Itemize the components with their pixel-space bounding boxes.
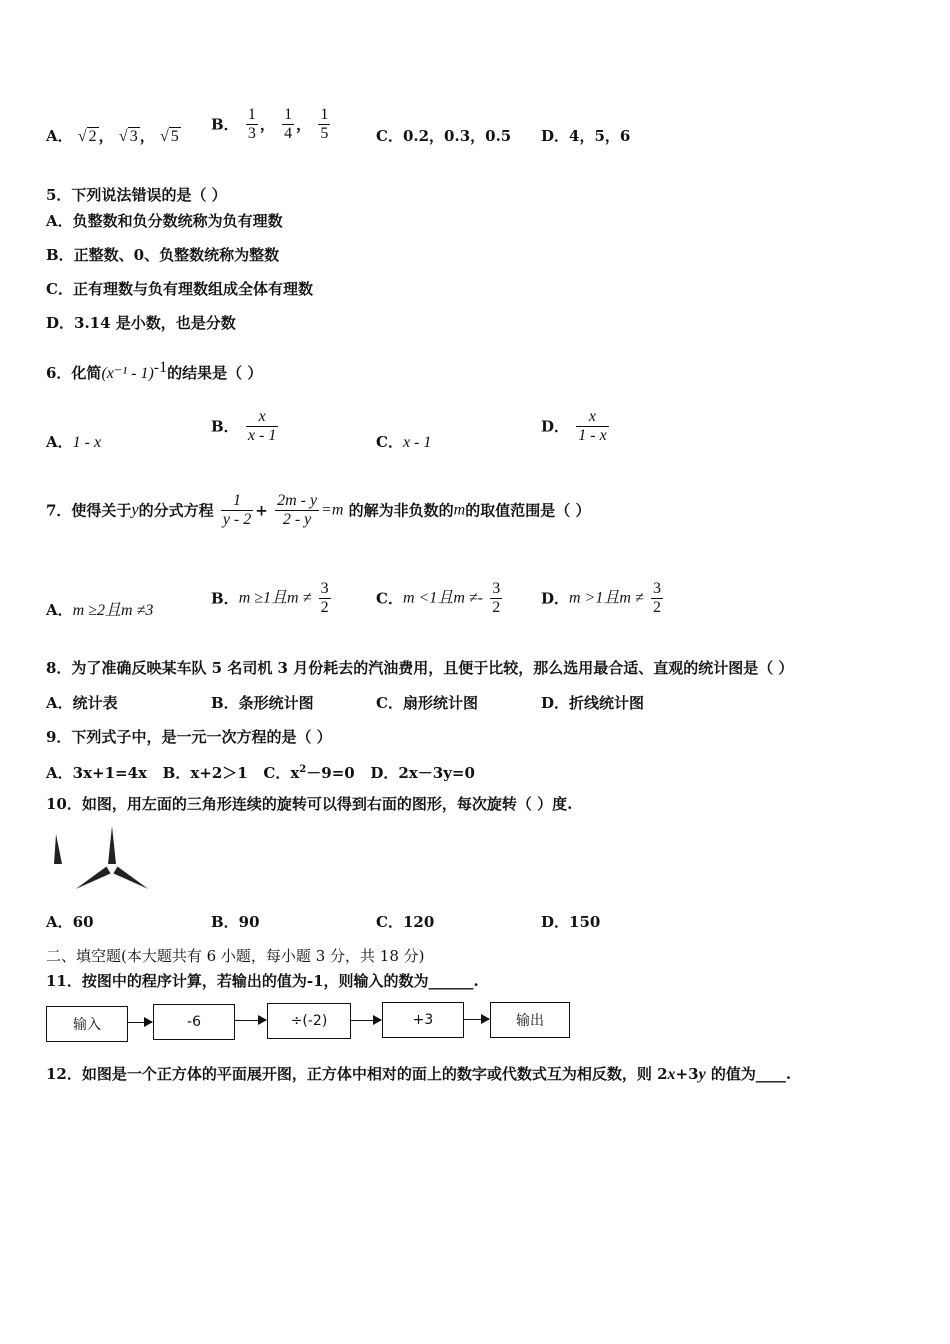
flow-box-minus6: -6 [153,1004,235,1040]
fraction-3-2: $\frac{3}{2}$ [652,580,661,616]
q5-stem: 5．下列说法错误的是（ ） [46,186,227,204]
q6-option-d: D． $\frac{x}{1 - x}$ [541,408,607,444]
rotated-triangles-icon [74,826,151,890]
q7-option-c: C．m <1且m ≠- $\frac{3}{2}$ [376,580,501,616]
fraction: $\frac{2m - y}{2 - y}$ [277,492,318,528]
flow-arrow-icon [463,1019,489,1020]
fraction-1-3: $\frac{1}{3}$ [247,106,256,142]
fraction: $\frac{1}{y - 2}$ [222,492,252,528]
fraction: $\frac{x}{1 - x}$ [578,408,607,444]
sqrt-2: √ 2 [77,128,97,145]
q4-option-a: A． √ 2 ， √ 3 ， √ 5 [46,127,179,145]
single-triangle-icon [54,834,62,864]
fraction: $\frac{x}{x - 1}$ [247,408,277,444]
q7-option-d: D．m >1且m ≠ $\frac{3}{2}$ [541,580,661,616]
q7-option-a: A．m ≥2且m ≠3 [46,601,154,619]
q9-stem: 9．下列式子中，是一元一次方程的是（ ） [46,728,332,746]
q10-option-a: A．60 [46,913,94,931]
q10-stem: 10．如图，用左面的三角形连续的旋转可以得到右面的图形，每次旋转（ ）度. [46,795,573,813]
q10-option-c: C．120 [376,913,435,931]
sqrt-3: √ 3 [118,128,138,145]
q4-option-d: D．4，5，6 [541,127,631,145]
q8-option-b: B．条形统计图 [211,694,314,712]
option-label: A． [46,127,73,145]
q4-option-b: B． $\frac{1}{3}$ ， $\frac{1}{4}$ ， $\frac{1}{5}$ [211,106,329,142]
flow-box-output: 输出 [490,1002,570,1038]
flow-box-plus3: +3 [382,1002,464,1038]
q6-expression: (x⁻¹ - 1) [101,365,154,382]
q9-options: A．3x+1=4x B．x+2＞1 C．$x^2-9=0$ D．2x－3y=0 [46,764,475,782]
flow-box-input: 输入 [46,1006,128,1042]
q8-option-c: C．扇形统计图 [376,694,478,712]
q11-stem: 11．按图中的程序计算，若输出的值为-1，则输入的数为______. [46,972,479,990]
fraction-1-5: $\frac{1}{5}$ [320,106,329,142]
q8-option-d: D．折线统计图 [541,694,645,712]
q10-rotation-figure [44,824,154,890]
q6-option-b: B． $\frac{x}{x - 1}$ [211,408,277,444]
q5-option-a: A．负整数和负分数统称为负有理数 [46,212,283,230]
section-title: 二、填空题(本大题共有 6 小题，每小题 3 分，共 18 分) [46,947,425,965]
q5-option-c: C．正有理数与负有理数组成全体有理数 [46,280,313,298]
flow-box-divide-minus2: ÷(-2) [267,1003,351,1039]
q6-stem: 6．化简(x⁻¹ - 1)$^{-1}$的结果是（ ） [46,359,263,382]
flow-arrow-icon [234,1020,266,1021]
q4-option-c: C．0.2，0.3，0.5 [376,127,512,145]
flow-arrow-icon [350,1020,381,1021]
flow-arrow-icon [127,1022,152,1023]
q7-stem: 7．使得关于y的分式方程 $\frac{1}{y - 2}$ + $\frac{2m - y}{2 - y}$ =m 的解为非负数的m的取值范围是（ ） [46,492,591,528]
fraction-1-4: $\frac{1}{4}$ [284,106,293,142]
q7-option-b: B．m ≥1且m ≠ $\frac{3}{2}$ [211,580,329,616]
q8-option-a: A．统计表 [46,694,118,712]
fraction-3-2: $\frac{3}{2}$ [492,580,501,616]
q12-stem: 12．如图是一个正方体的平面展开图，正方体中相对的面上的数字或代数式互为相反数，则 2x+3y 的值为____. [46,1065,792,1083]
q6-option-c: C．x - 1 [376,433,432,451]
fraction-3-2: $\frac{3}{2}$ [320,580,329,616]
q5-option-d: D．3.14 是小数，也是分数 [46,314,236,332]
q6-option-a: A．1 - x [46,433,102,451]
q10-option-d: D．150 [541,913,601,931]
q8-stem: 8．为了准确反映某车队 5 名司机 3 月份耗去的汽油费用，且便于比较，那么选用最合适、直观的统计图是（ ） [46,659,794,677]
q5-option-b: B．正整数、0、负整数统称为整数 [46,246,280,264]
sqrt-5: √ 5 [159,128,179,145]
q10-option-b: B．90 [211,913,260,931]
